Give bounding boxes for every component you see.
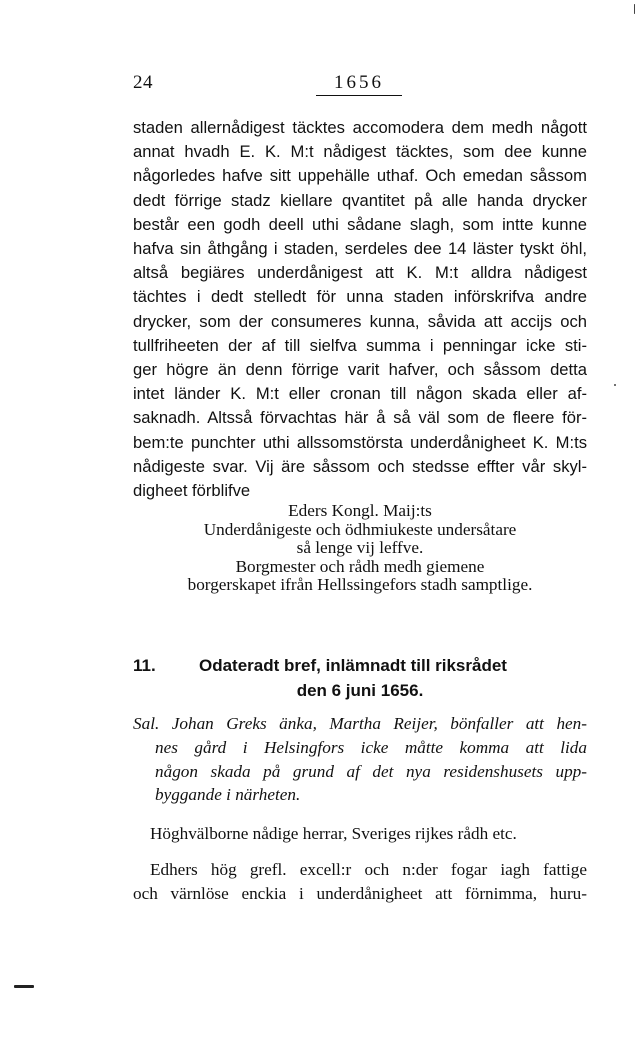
paragraph-line: Edhers hög grefl. excell:r och n:der fogar iagh fattige: [150, 860, 587, 879]
page-number: 24: [133, 72, 153, 93]
document-title-line-2: den 6 juni 1656.: [296, 681, 424, 700]
summary-line: någon skada på grund af det nya residenshusets upp-: [155, 761, 587, 781]
letter-line: tächtes i dedt stelledt för unna staden införskrifva andre: [133, 287, 587, 307]
opening-paragraph: [133, 858, 587, 907]
margin-dash-mark: [14, 985, 34, 988]
letter-line: nådigeste svar. Vij äre såssom och stedsse effter vår skyl-: [133, 456, 587, 476]
letter-line: bem:te punchter uthi allssomstörsta underdånigheet K. M:ts: [133, 432, 587, 452]
closing-line: borgerskapet ifrån Hellssingefors stadh samptlige.: [187, 575, 533, 594]
letter-line: altså begiäres underdånigest att K. M:t alldra nådigest: [133, 263, 587, 283]
document-number: 11.: [133, 656, 156, 675]
salutation-line: Höghvälborne nådige herrar, Sveriges rijkes rådh etc.: [150, 824, 517, 843]
letter-line: annat hvadh E. K. M:t nådigest täcktes, som dee kunne: [133, 142, 587, 162]
paragraph-line: och värnlöse enckia i underdånigheet att förnimma, huru-: [133, 884, 587, 904]
running-head-year: 1656: [316, 72, 402, 96]
letter-body: [133, 116, 587, 503]
summary-line: byggande i närheten.: [155, 785, 301, 805]
letter-line: någorledes hafve sitt uppehälle uthaf. Och emedan såssom: [133, 166, 587, 186]
closing-line: Eders Kongl. Maij:ts: [288, 501, 432, 520]
margin-dot-mark: [634, 4, 635, 14]
closing-line: så lenge vij leffve.: [296, 538, 424, 557]
summary-line: Sal. Johan Greks änka, Martha Reijer, bönfaller att hen-: [133, 714, 587, 733]
closing-line: Underdånigeste och ödhmiukeste undersåtare: [203, 519, 517, 539]
salutation: [133, 822, 587, 846]
margin-dot-mark: [614, 384, 616, 386]
letter-line: drycker, som der consumeres kunna, såvida att accijs och: [133, 311, 587, 331]
letter-line: intet länder K. M:t eller cronan till någon skada eller af-: [133, 384, 587, 404]
letter-line: består een godh deell uthi sådane slagh, som intte kunne: [133, 214, 587, 234]
letter-line: hafva sin åthgång i staden, serdeles dee 14 läster tyskt öhl,: [133, 239, 587, 259]
letter-line: digheet förblifve: [133, 481, 251, 501]
letter-line: dedt förrige stadz kiellare qvantitet på alle handa drycker: [133, 190, 587, 210]
document-title-line-1: Odateradt bref, inlämnadt till riksrådet: [199, 656, 507, 675]
letter-line: ger högre än denn förrige varit hafver, och såssom detta: [133, 360, 587, 380]
letter-line: staden allernådigest täcktes accomodera dem medh någott: [133, 118, 587, 137]
document-summary: [133, 712, 587, 807]
closing-line: Borgmester och rådh medh giemene: [235, 556, 485, 576]
letter-line: tullfriheeten der af till sielfva summa i penningar icke sti-: [133, 335, 587, 355]
summary-line: nes gård i Helsingfors icke måtte komma att lida: [155, 737, 587, 757]
letter-line: saknadh. Altsså förvachtas här å så väl som de fleere för-: [133, 408, 587, 428]
letter-closing: [133, 502, 587, 595]
